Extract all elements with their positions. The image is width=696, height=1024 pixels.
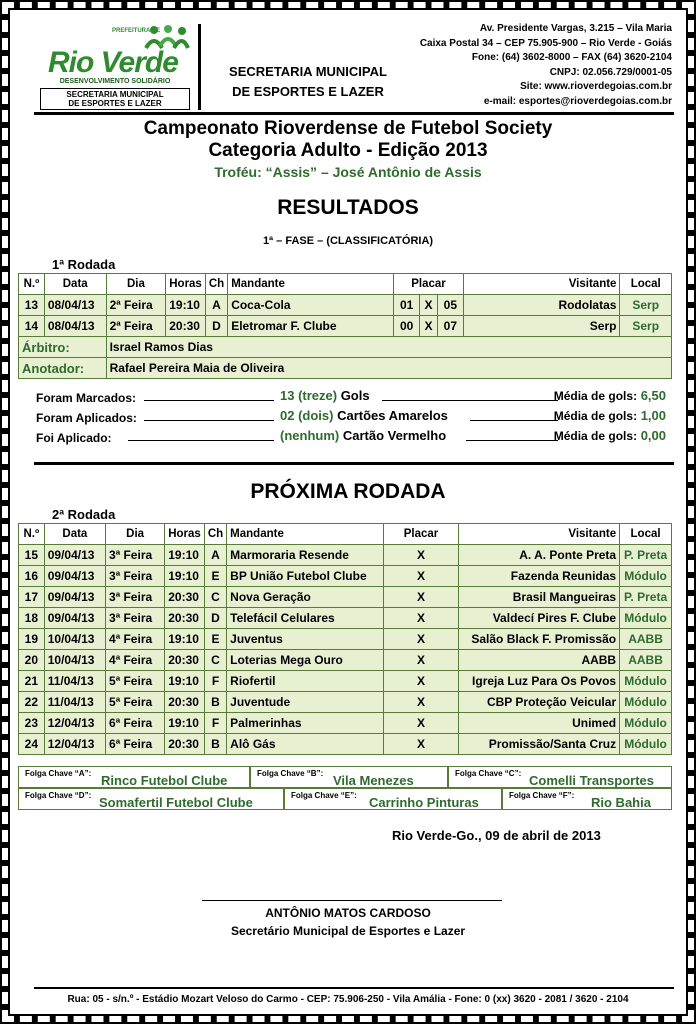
game-home: Coca-Cola — [228, 295, 394, 316]
media-label: Média de gols: — [553, 389, 638, 403]
folga-box — [284, 788, 502, 810]
col-mandante: Mandante — [228, 274, 394, 295]
game-local: Serp — [620, 295, 672, 316]
game-time: 19:10 — [165, 713, 205, 734]
score-x: X — [383, 734, 458, 755]
championship-title: Campeonato Rioverdense de Futebol Society — [143, 118, 553, 139]
signature-line — [202, 900, 502, 901]
media-label: Média de gols: — [553, 429, 638, 443]
folga-team: Rio Bahia — [591, 795, 651, 810]
game-num: 13 — [19, 295, 45, 316]
folga-team: Carrinho Pinturas — [369, 795, 479, 810]
score-x: X — [383, 692, 458, 713]
header-divider — [198, 24, 201, 110]
game-date: 10/04/13 — [44, 650, 105, 671]
game-date: 09/04/13 — [44, 587, 105, 608]
folga-box — [250, 766, 448, 788]
game-num: 18 — [19, 608, 45, 629]
col-local: Local — [620, 274, 672, 295]
game-day: 2ª Feira — [106, 316, 166, 337]
game-away: Rodolatas — [463, 295, 620, 316]
game-time: 19:10 — [165, 629, 205, 650]
folga-key: Folga Chave “C”: — [455, 769, 522, 778]
stat-highlight: 13 (treze) — [280, 388, 338, 403]
game-num: 16 — [19, 566, 45, 587]
signature-role: Secretário Municipal de Esportes e Lazer — [230, 924, 466, 938]
game-away: Fazenda Reunidas — [458, 566, 619, 587]
game-time: 20:30 — [165, 734, 205, 755]
folga-key: Folga Chave “F”: — [509, 791, 575, 800]
media-label: Média de gols: — [553, 409, 638, 423]
stats-block — [36, 388, 666, 448]
game-time: 20:30 — [165, 692, 205, 713]
game-day: 4ª Feira — [106, 650, 165, 671]
trophy-title: Troféu: “Assis” – José Antônio de Assis — [214, 164, 482, 180]
game-home: Loterias Mega Ouro — [227, 650, 384, 671]
table-row — [19, 692, 672, 713]
address-line: Caixa Postal 34 – CEP 75.905-900 – Rio Verde - Goiás — [419, 37, 672, 49]
game-local: P. Preta — [620, 545, 672, 566]
game-away: AABB — [458, 650, 619, 671]
stat-rest: Cartões Amarelos — [333, 408, 448, 423]
arbitro-name: Israel Ramos Dias — [106, 337, 671, 358]
col-data: Data — [44, 524, 105, 545]
game-num: 17 — [19, 587, 45, 608]
game-date: 09/04/13 — [44, 545, 105, 566]
away-score: 05 — [437, 295, 463, 316]
secretaria-line2: DE ESPORTES E LAZER — [232, 84, 384, 99]
col-placar: Placar — [383, 524, 458, 545]
section-rule — [34, 462, 674, 465]
table-row — [19, 650, 672, 671]
stat-media — [554, 428, 666, 443]
table-row — [19, 545, 672, 566]
folga-box — [502, 788, 672, 810]
stat-highlight: 02 (dois) — [280, 408, 334, 423]
table-row — [19, 734, 672, 755]
game-chave: F — [204, 713, 226, 734]
address-line: Av. Presidente Vargas, 3.215 – Vila Maria — [479, 23, 672, 34]
game-local: Módulo — [620, 671, 672, 692]
media-value: 6,50 — [640, 388, 666, 403]
stat-label: Foi Aplicado: — [36, 431, 112, 445]
game-date: 11/04/13 — [44, 692, 105, 713]
folga-box — [448, 766, 672, 788]
game-date: 10/04/13 — [44, 629, 105, 650]
stat-rest: Cartão Vermelho — [339, 428, 447, 443]
game-home: Marmoraria Resende — [227, 545, 384, 566]
media-value: 0,00 — [640, 428, 666, 443]
away-score: 07 — [437, 316, 463, 337]
game-chave: F — [204, 671, 226, 692]
col-horas: Horas — [165, 524, 205, 545]
game-chave: D — [205, 316, 227, 337]
col-visitante: Visitante — [463, 274, 620, 295]
secretaria-title — [208, 62, 408, 102]
table-row — [19, 295, 672, 316]
col-placar: Placar — [394, 274, 463, 295]
game-home: Juventude — [227, 692, 384, 713]
header-address — [420, 22, 672, 109]
game-day: 3ª Feira — [106, 587, 165, 608]
game-date: 08/04/13 — [44, 295, 106, 316]
game-num: 21 — [19, 671, 45, 692]
game-chave: A — [205, 295, 227, 316]
game-date: 12/04/13 — [44, 713, 105, 734]
logo-sec-line1: SECRETARIA MUNICIPAL — [66, 90, 164, 99]
col-ch: Ch — [204, 524, 226, 545]
logo-sec-line2: DE ESPORTES E LAZER — [68, 99, 162, 108]
table-row — [19, 587, 672, 608]
stat-row-gols — [36, 388, 666, 408]
score-x: X — [383, 671, 458, 692]
game-time: 19:10 — [166, 295, 206, 316]
media-value: 1,00 — [640, 408, 666, 423]
game-time: 19:10 — [165, 671, 205, 692]
game-day: 6ª Feira — [106, 734, 165, 755]
results-table — [18, 273, 672, 379]
address-line: CNPJ: 02.056.729/0001-05 — [549, 66, 672, 78]
stat-value — [280, 408, 448, 423]
game-day: 2ª Feira — [106, 295, 166, 316]
game-time: 19:10 — [165, 566, 205, 587]
game-away: Igreja Luz Para Os Povos — [458, 671, 619, 692]
game-date: 09/04/13 — [44, 608, 105, 629]
resultados-heading: RESULTADOS — [277, 196, 419, 219]
folga-key: Folga Chave “D”: — [25, 791, 92, 800]
game-away: Salão Black F. Promissão — [458, 629, 619, 650]
game-day: 3ª Feira — [106, 608, 165, 629]
score-x: X — [383, 713, 458, 734]
rodada-1-label: 1ª Rodada — [52, 257, 116, 272]
score-x: X — [383, 629, 458, 650]
game-chave: D — [204, 608, 226, 629]
rioverde-logo — [32, 22, 192, 110]
game-chave: B — [204, 734, 226, 755]
stat-label: Foram Marcados: — [36, 391, 137, 405]
arbitro-row — [19, 337, 672, 358]
game-away: Brasil Mangueiras — [458, 587, 619, 608]
game-num: 19 — [19, 629, 45, 650]
game-date: 08/04/13 — [44, 316, 106, 337]
score-x: X — [420, 316, 438, 337]
score-x: X — [383, 545, 458, 566]
stat-row-vermelho — [36, 428, 666, 448]
game-away: Valdecí Pires F. Clube — [458, 608, 619, 629]
home-score: 01 — [394, 295, 420, 316]
game-date: 12/04/13 — [44, 734, 105, 755]
footer-address: Rua: 05 - s/n.º - Estádio Mozart Veloso do Carmo - CEP: 75.906-250 - Vila Amália - Fone: 0 (xx) 3620 - 2081 / 3620 - 2104 — [67, 994, 629, 1005]
col-dia: Dia — [106, 524, 165, 545]
category-title: Categoria Adulto - Edição 2013 — [208, 140, 488, 161]
document-page — [14, 14, 682, 1010]
game-home: BP União Futebol Clube — [227, 566, 384, 587]
game-day: 6ª Feira — [106, 713, 165, 734]
col-ch: Ch — [205, 274, 227, 295]
signature-name: ANTÔNIO MATOS CARDOSO — [265, 906, 431, 920]
anotador-label: Anotador: — [19, 358, 107, 379]
game-chave: C — [204, 650, 226, 671]
table-row — [19, 671, 672, 692]
game-day: 5ª Feira — [106, 671, 165, 692]
rodada-2-label: 2ª Rodada — [52, 507, 116, 522]
logo-dev: DESENVOLVIMENTO SOLIDÁRIO — [59, 78, 171, 85]
game-home: Eletromar F. Clube — [228, 316, 394, 337]
game-time: 20:30 — [165, 587, 205, 608]
score-x: X — [383, 566, 458, 587]
score-x: X — [420, 295, 438, 316]
game-local: Módulo — [620, 566, 672, 587]
game-home: Juventus — [227, 629, 384, 650]
score-x: X — [383, 608, 458, 629]
footer-rule — [34, 987, 674, 989]
game-home: Riofertil — [227, 671, 384, 692]
game-home: Telefácil Celulares — [227, 608, 384, 629]
folga-box — [18, 766, 250, 788]
folga-team: Vila Menezes — [333, 773, 414, 788]
game-day: 5ª Feira — [106, 692, 165, 713]
table-row — [19, 629, 672, 650]
folga-key: Folga Chave “A”: — [25, 769, 92, 778]
folga-key: Folga Chave “E”: — [291, 791, 357, 800]
game-time: 20:30 — [165, 608, 205, 629]
game-local: Módulo — [620, 734, 672, 755]
game-day: 4ª Feira — [106, 629, 165, 650]
home-score: 00 — [394, 316, 420, 337]
game-home: Palmerinhas — [227, 713, 384, 734]
folga-team: Comelli Transportes — [529, 773, 654, 788]
secretaria-line1: SECRETARIA MUNICIPAL — [229, 64, 387, 79]
anotador-name: Rafael Pereira Maia de Oliveira — [106, 358, 671, 379]
game-local: AABB — [620, 650, 672, 671]
game-home: Alô Gás — [227, 734, 384, 755]
game-away: CBP Proteção Veicular — [458, 692, 619, 713]
table-row — [19, 566, 672, 587]
results-header-row — [19, 274, 672, 295]
game-day: 3ª Feira — [106, 545, 165, 566]
logo-secretaria — [40, 88, 190, 110]
proxima-heading: PRÓXIMA RODADA — [250, 480, 446, 503]
date-line: Rio Verde-Go., 09 de abril de 2013 — [392, 828, 601, 843]
col-num: N.º — [19, 274, 45, 295]
game-away: Unimed — [458, 713, 619, 734]
col-data: Data — [44, 274, 106, 295]
game-local: Serp — [620, 316, 672, 337]
address-line: Site: www.rioverdegoias.com.br — [520, 81, 672, 92]
col-local: Local — [620, 524, 672, 545]
game-num: 20 — [19, 650, 45, 671]
game-num: 23 — [19, 713, 45, 734]
stat-media — [554, 388, 666, 403]
game-date: 09/04/13 — [44, 566, 105, 587]
next-round-table — [18, 523, 672, 755]
game-chave: C — [204, 587, 226, 608]
stat-label: Foram Aplicados: — [36, 411, 137, 425]
stat-media — [554, 408, 666, 423]
game-away: A. A. Ponte Preta — [458, 545, 619, 566]
stat-value — [280, 388, 370, 403]
game-time: 20:30 — [166, 316, 206, 337]
game-local: AABB — [620, 629, 672, 650]
stat-row-amarelos — [36, 408, 666, 428]
game-away: Promissão/Santa Cruz — [458, 734, 619, 755]
col-horas: Horas — [166, 274, 206, 295]
game-day: 3ª Feira — [106, 566, 165, 587]
game-time: 20:30 — [165, 650, 205, 671]
table-row — [19, 316, 672, 337]
game-away: Serp — [463, 316, 620, 337]
table-row — [19, 608, 672, 629]
game-local: Módulo — [620, 692, 672, 713]
folga-team: Rinco Futebol Clube — [101, 773, 228, 788]
fase-label: 1ª – FASE – (CLASSIFICATÓRIA) — [262, 235, 434, 247]
score-x: X — [383, 650, 458, 671]
game-home: Nova Geração — [227, 587, 384, 608]
game-chave: B — [204, 692, 226, 713]
folga-box — [18, 788, 284, 810]
table-row — [19, 713, 672, 734]
arbitro-label: Árbitro: — [19, 337, 107, 358]
anotador-row — [19, 358, 672, 379]
col-mandante: Mandante — [227, 524, 384, 545]
game-num: 22 — [19, 692, 45, 713]
logo-brand: Rio Verde — [48, 46, 178, 79]
next-header-row — [19, 524, 672, 545]
game-local: Módulo — [620, 713, 672, 734]
address-line: Fone: (64) 3602-8000 – FAX (64) 3620-2104 — [471, 52, 672, 63]
game-time: 19:10 — [165, 545, 205, 566]
game-date: 11/04/13 — [44, 671, 105, 692]
folga-key: Folga Chave “B”: — [257, 769, 324, 778]
stat-rest: Gols — [337, 388, 370, 403]
score-x: X — [383, 587, 458, 608]
folga-team: Somafertil Futebol Clube — [99, 795, 253, 810]
game-local: P. Preta — [620, 587, 672, 608]
game-local: Módulo — [620, 608, 672, 629]
stat-value — [280, 428, 446, 443]
col-num: N.º — [19, 524, 45, 545]
logo-prefeitura: PREFEITURA DE — [112, 28, 161, 34]
game-chave: A — [204, 545, 226, 566]
col-dia: Dia — [106, 274, 166, 295]
game-num: 24 — [19, 734, 45, 755]
game-num: 15 — [19, 545, 45, 566]
game-chave: E — [204, 566, 226, 587]
game-num: 14 — [19, 316, 45, 337]
game-chave: E — [204, 629, 226, 650]
header-rule — [34, 112, 674, 115]
stat-highlight: (nenhum) — [280, 428, 340, 443]
address-line: e-mail: esportes@rioverdegoias.com.br — [483, 95, 672, 107]
col-visitante: Visitante — [458, 524, 619, 545]
